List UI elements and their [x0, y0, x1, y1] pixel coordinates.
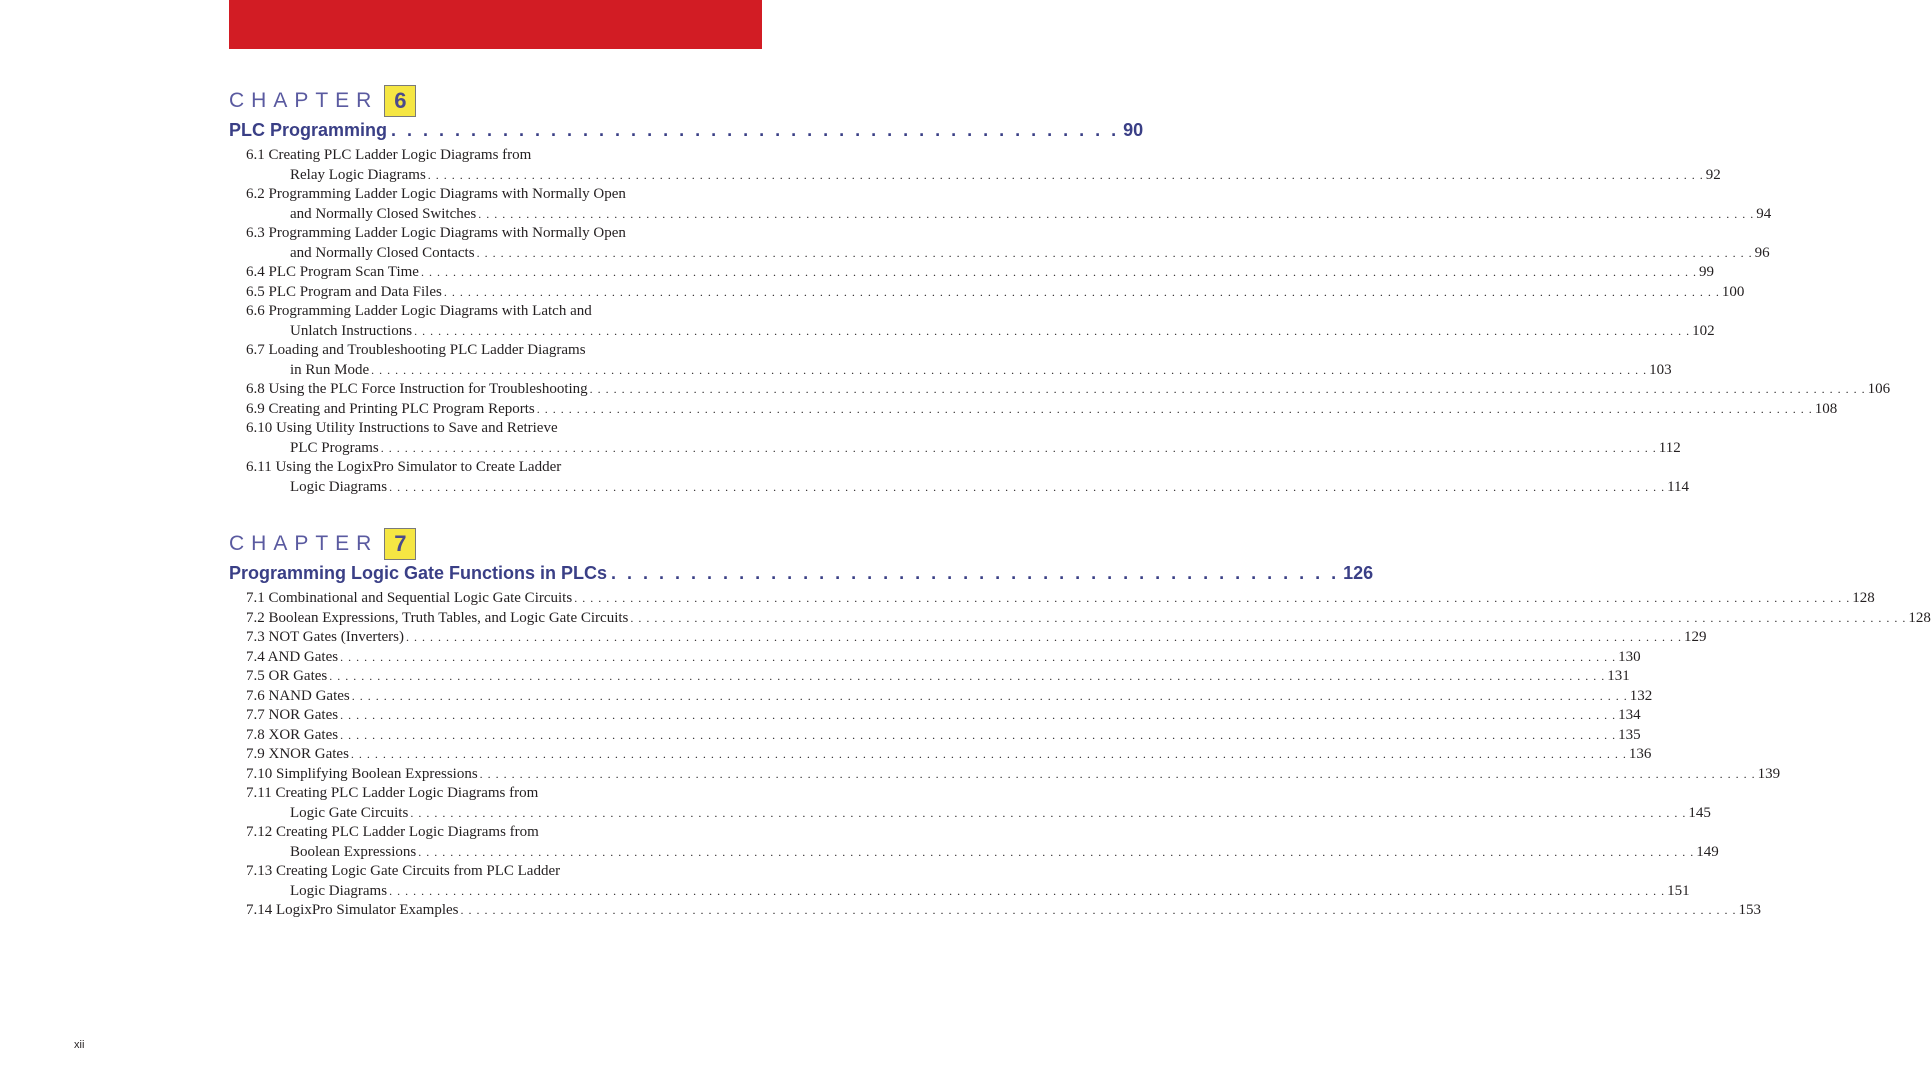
dot-leader: . . . . . . . . . . . . . . . . . . . . . . . . . . . . . . . . . . . . . . . . . . . . . . . . . . . . . . . . . . . . . . . . . . . . . . . . . . . . . . . . . . . . . . . . . . . . . . . . . . . . . . . . . . . . . . . . . . . . . . . . . . . . . . . . . . . . . . . . . . . . . . . . . . . . . . . . . . . . . . . .	[443, 284, 1720, 299]
entry-page-number: 102	[1692, 322, 1715, 339]
entry-text: 7.8 XOR Gates	[246, 726, 339, 743]
chapter-title[interactable]: Programming Logic Gate Functions in PLCs	[229, 563, 608, 583]
dot-leader: . . . . . . . . . . . . . . . . . . . . . . . . . . . . . . . . . . . . . . . . . . . . . . . . . . . . . . . . . . . . . . . . . . . . . . . . . . . . . . . . . . . . . . . . . . . . . . . . . . . . . . . . . . . . . . . . . . . . . . . . . . . . . . . . . . . . . . . . . . . . . . . . . . . . . . . . . . . . . . . .	[410, 805, 1687, 820]
toc-entry[interactable]	[246, 648, 1641, 668]
entry-page-number: 153	[1738, 902, 1761, 918]
entry-page-number: 131	[1607, 668, 1630, 684]
dot-leader: . . . . . . . . . . . . . . . . . . . . . . . . . . . . . . . . . . . . . . . . . . . . . . . . . . . . . . . . . . . . . . . . . . . . . . . . . . . . . . . . . . . . . . . . . . . . . . . . . . . . . . . . . . . . . . . . . . . . . . . . . . . . . . . . . . . . . . . . . . . . . . . . . . . . . . . . . . . . . . . .	[574, 591, 1851, 605]
entry-page-number: 129	[1684, 629, 1707, 645]
page-folio: xii	[74, 1039, 85, 1051]
toc-entry[interactable]	[246, 458, 1690, 497]
toc-entry[interactable]	[246, 224, 1770, 263]
entry-page-number: 99	[1698, 264, 1714, 280]
entry-text: 6.7 Loading and Troubleshooting PLC Ladder Diagrams	[246, 342, 586, 358]
entry-text: 6.4 PLC Program Scan Time	[246, 264, 419, 280]
toc-entry[interactable]	[246, 263, 1714, 283]
entry-text: 7.7 NOR Gates	[246, 707, 339, 723]
entry-text: 7.3 NOT Gates (Inverters)	[246, 629, 405, 645]
entry-text: and Normally Closed Switches	[290, 205, 477, 222]
entry-text: 6.3 Programming Ladder Logic Diagrams with Normally Open	[246, 225, 626, 241]
entry-page-number: 128	[1852, 590, 1875, 606]
toc-entry[interactable]	[246, 726, 1641, 746]
dot-leader: . . . . . . . . . . . . . . . . . . . . . . . . . . . . . . . . . . . . . . . . . . . . . . . . . . . . . . . . . . . . . . . . . . . . . . . . . . . . . . . . . . . . . . . . . . . . . . . . . . . . . . . . . . . . . . . . . . . . . . . . . . . . . . . . . . . . . . . . . . . . . . . . . . . . . . . . . . . . . . . .	[589, 382, 1866, 396]
entry-text: 7.6 NAND Gates	[246, 687, 350, 704]
dot-leader: . . . . . . . . . . . . . . . . . . . . . . . . . . . . . . . . . . . . . . . . . . . . . . . . . . . . . . . . . . . . . . . . . . . . . . . . . . . . . . . . . . . . . . . . . . . . . . . . . . . . . . . . . . . . . . . . . . . . . . . . . . . . . . . . . . . . . . . . . . . . . . . . . . . . . . . . . . . . . . . .	[478, 206, 1755, 221]
dot-leader: . . . . . . . . . . . . . . . . . . . . . . . . . . . . . . . . . . . . . . . . . . . . . . . . . . . . . . . . . . . . . . . . . . . . . . . . . . . . . . . . . . . . . . . . . . . . . . . . . . . . . . . . . . . . . . . . . . . . . . . . . . . . . . . . . . . . . . . . . . . . . . . . . . . . . . . . . . . . . . . .	[536, 401, 1813, 416]
entry-text: 7.4 AND Gates	[246, 648, 339, 665]
entry-page-number: 151	[1667, 882, 1690, 899]
entry-text: 6.6 Programming Ladder Logic Diagrams with Latch and	[246, 303, 592, 319]
entry-text: PLC Programs	[290, 439, 379, 456]
entry-text: 7.10 Simplifying Boolean Expressions	[246, 765, 478, 782]
chapter-heading	[229, 527, 416, 561]
dot-leader: . . . . . . . . . . . . . . . . . . . . . . . . . . . . . . . . . . . . . . . . . . . . . . . . . . . . . . . . . . . . . . . . . . . . . . . . . . . . . . . . . . . . . . . . . . . . . . . . . . . . . . . . . . . . . . . . . . . . . . . . . . . . . . . . . . . . . . . . . . . . . . . . . . . . . . . . . . . . . . . .	[479, 766, 1756, 781]
dot-leader: . . . . . . . . . . . . . . . . . . . . . . . . . . . . . . . . . . . . . . . . . . . . . . . . . . . . . . . . . . . . . . . . . . . . . . . . . . . . . . . . . . . . . . . . . . . . . . . . . . . . . . . . . . . . . . . . . . . . . . . . . . . . . . . . . . . . . . . . . . . . . . . . . . . . . . . . . . . . . . . .	[350, 747, 1627, 761]
toc-entry[interactable]	[246, 185, 1772, 224]
toc-entry[interactable]	[246, 589, 1875, 609]
dot-leader: . . . . . . . . . . . . . . . . . . . . . . . . . . . . . . . . . . . . . . . . . . . . . . . . . . . . . . . . . . . . . . . . . . . . . . . . . . . . . . . . . . . . . . . . . . . . . . . . . . . . . . . . . . . . . . . . . . . . . . . . . . . . . . . . . . . . . . . . . . . . . . . . . . . . . . . . . . . . . . . .	[427, 167, 1704, 182]
dot-leader: . . . . . . . . . . . . . . . . . . . . . . . . . . . . . . . . . . . . . . . . . . . . . . . . . . . . . . . . . . . . . . . . . . . . . . . . . . . . . . . . . . . . . . . . . . . . . . . . . . . . . . . . . . . . . . . . . . . . . . . . . . . . . . . . . . . . . . . . . . . . . . . . . . . . . . . . . . . . . . . .	[406, 630, 1683, 644]
entry-text: 6.9 Creating and Printing PLC Program Reports	[246, 400, 535, 417]
chapter-heading	[229, 84, 416, 118]
entry-text: 7.13 Creating Logic Gate Circuits from PLC Ladder	[246, 863, 561, 879]
dot-leader: . . . . . . . . . . . . . . . . . . . . . . . . . . . . . . . . . . . . . . . . . . . . . .	[391, 120, 1120, 140]
entry-page-number: 96	[1754, 244, 1770, 261]
chapter-number-badge: 6	[384, 85, 416, 117]
entry-text: Logic Diagrams	[290, 882, 388, 899]
entry-page-number: 106	[1867, 381, 1891, 397]
entry-page-number: 145	[1688, 804, 1711, 821]
dot-leader: . . . . . . . . . . . . . . . . . . . . . . . . . . . . . . . . . . . . . . . . . . . . . . . . . . . . . . . . . . . . . . . . . . . . . . . . . . . . . . . . . . . . . . . . . . . . . . . . . . . . . . . . . . . . . . . . . . . . . . . . . . . . . . . . . . . . . . . . . . . . . . . . . . . . . . . . . . . . . . . .	[460, 903, 1737, 917]
entry-page-number: 94	[1756, 205, 1772, 222]
toc-entry[interactable]	[246, 745, 1652, 765]
chapter-title-row	[229, 563, 1374, 584]
toc-entry[interactable]	[246, 667, 1630, 687]
entry-page-number: 134	[1618, 707, 1641, 723]
dot-leader: . . . . . . . . . . . . . . . . . . . . . . . . . . . . . . . . . . . . . . . . . . . . . . . . . . . . . . . . . . . . . . . . . . . . . . . . . . . . . . . . . . . . . . . . . . . . . . . . . . . . . . . . . . . . . . . . . . . . . . . . . . . . . . . . . . . . . . . . . . . . . . . . . . . . . . . . . . . . . . . .	[340, 727, 1617, 742]
entry-text: Logic Gate Circuits	[290, 804, 409, 821]
entry-page-number: 103	[1649, 361, 1672, 378]
chapter-page: 90	[1123, 120, 1144, 140]
entry-text: and Normally Closed Contacts	[290, 244, 475, 261]
dot-leader: . . . . . . . . . . . . . . . . . . . . . . . . . . . . . . . . . . . . . . . . . . . . . . . . . . . . . . . . . . . . . . . . . . . . . . . . . . . . . . . . . . . . . . . . . . . . . . . . . . . . . . . . . . . . . . . . . . . . . . . . . . . . . . . . . . . . . . . . . . . . . . . . . . . . . . . . . . . . . . . .	[476, 245, 1753, 260]
toc-entry[interactable]	[246, 862, 1690, 901]
toc-entry[interactable]	[246, 628, 1707, 648]
dot-leader: . . . . . . . . . . . . . . . . . . . . . . . . . . . . . . . . . . . . . . . . . . . . . . . . . . . . . . . . . . . . . . . . . . . . . . . . . . . . . . . . . . . . . . . . . . . . . . . . . . . . . . . . . . . . . . . . . . . . . . . . . . . . . . . . . . . . . . . . . . . . . . . . . . . . . . . . . . . . . . . .	[389, 479, 1666, 494]
entry-page-number: 149	[1696, 843, 1719, 860]
toc-entry[interactable]	[246, 283, 1745, 303]
chapter-number-badge: 7	[384, 528, 416, 560]
entry-page-number: 128	[1908, 609, 1931, 626]
chapter-title[interactable]: PLC Programming	[229, 120, 388, 140]
entry-text: Unlatch Instructions	[290, 322, 413, 339]
toc-entry[interactable]	[246, 765, 1781, 785]
toc-entry[interactable]	[246, 302, 1715, 341]
dot-leader: . . . . . . . . . . . . . . . . . . . . . . . . . . . . . . . . . . . . . . . . . . . . . . . . . . . . . . . . . . . . . . . . . . . . . . . . . . . . . . . . . . . . . . . . . . . . . . . . . . . . . . . . . . . . . . . . . . . . . . . . . . . . . . . . . . . . . . . . . . . . . . . . . . . . . . . . . . . . . . . .	[389, 883, 1666, 898]
entry-page-number: 108	[1814, 400, 1838, 417]
entry-page-number: 112	[1658, 439, 1681, 456]
entry-text: 6.10 Using Utility Instructions to Save and Retrieve	[246, 420, 558, 436]
toc-entry[interactable]	[246, 687, 1653, 707]
header-color-bar	[229, 0, 762, 49]
entry-text: Boolean Expressions	[290, 843, 417, 860]
dot-leader: . . . . . . . . . . . . . . . . . . . . . . . . . . . . . . . . . . . . . . . . . . . . . . . . . . . . . . . . . . . . . . . . . . . . . . . . . . . . . . . . . . . . . . . . . . . . . . . . . . . . . . . . . . . . . . . . . . . . . . . . . . . . . . . . . . . . . . . . . . . . . . . . . . . . . . . . . . . . . . . .	[340, 649, 1617, 664]
dot-leader: . . . . . . . . . . . . . . . . . . . . . . . . . . . . . . . . . . . . . . . . . . . . . . . . . . . . . . . . . . . . . . . . . . . . . . . . . . . . . . . . . . . . . . . . . . . . . . . . . . . . . . . . . . . . . . . . . . . . . . . . . . . . . . . . . . . . . . . . . . . . . . . . . . . . . . . . . . . . . . . .	[420, 265, 1697, 279]
toc-entry[interactable]	[246, 823, 1719, 862]
section-list	[246, 146, 1891, 497]
entry-text: 7.2 Boolean Expressions, Truth Tables, and Logic Gate Circuits	[246, 609, 629, 626]
toc-entry[interactable]	[246, 901, 1761, 921]
toc-entry[interactable]	[246, 609, 1931, 629]
toc-entry[interactable]	[246, 341, 1672, 380]
entry-page-number: 130	[1618, 648, 1641, 665]
toc-entry[interactable]	[246, 419, 1681, 458]
entry-page-number: 132	[1629, 687, 1653, 704]
chapter-page: 126	[1343, 563, 1374, 583]
entry-page-number: 139	[1757, 765, 1781, 782]
section-list	[246, 589, 1931, 921]
dot-leader: . . . . . . . . . . . . . . . . . . . . . . . . . . . . . . . . . . . . . . . . . . . . . . . . . . . . . . . . . . . . . . . . . . . . . . . . . . . . . . . . . . . . . . . . . . . . . . . . . . . . . . . . . . . . . . . . . . . . . . . . . . . . . . . . . . . . . . . . . . . . . . . . . . . . . . . . . . . . . . . .	[340, 708, 1617, 722]
dot-leader: . . . . . . . . . . . . . . . . . . . . . . . . . . . . . . . . . . . . . . . . . . . . . . . . . . . . . . . . . . . . . . . . . . . . . . . . . . . . . . . . . . . . . . . . . . . . . . . . . . . . . . . . . . . . . . . . . . . . . . . . . . . . . . . . . . . . . . . . . . . . . . . . . . . . . . . . . . . . . . . .	[351, 688, 1628, 703]
dot-leader: . . . . . . . . . . . . . . . . . . . . . . . . . . . . . . . . . . . . . . . . . . . . . . . . . . . . . . . . . . . . . . . . . . . . . . . . . . . . . . . . . . . . . . . . . . . . . . . . . . . . . . . . . . . . . . . . . . . . . . . . . . . . . . . . . . . . . . . . . . . . . . . . . . . . . . . . . . . . . . . .	[630, 610, 1907, 625]
entry-text: 7.5 OR Gates	[246, 668, 328, 684]
entry-page-number: 100	[1721, 283, 1745, 300]
entry-text: 6.11 Using the LogixPro Simulator to Create Ladder	[246, 459, 562, 475]
entry-page-number: 114	[1667, 478, 1690, 495]
entry-text: 6.2 Programming Ladder Logic Diagrams with Normally Open	[246, 186, 626, 202]
entry-page-number: 136	[1628, 746, 1652, 762]
toc-entry[interactable]	[246, 706, 1641, 726]
entry-text: 7.1 Combinational and Sequential Logic Gate Circuits	[246, 590, 573, 606]
dot-leader: . . . . . . . . . . . . . . . . . . . . . . . . . . . . . . . . . . . . . . . . . . . . . . . . . . . . . . . . . . . . . . . . . . . . . . . . . . . . . . . . . . . . . . . . . . . . . . . . . . . . . . . . . . . . . . . . . . . . . . . . . . . . . . . . . . . . . . . . . . . . . . . . . . . . . . . . . . . . . . . .	[380, 440, 1657, 455]
chapter-label: CHAPTER	[229, 532, 379, 555]
entry-text: Relay Logic Diagrams	[290, 166, 426, 183]
toc-entry[interactable]	[246, 784, 1711, 823]
toc-entry[interactable]	[246, 400, 1838, 420]
toc-entry[interactable]	[246, 146, 1721, 185]
entry-text: Logic Diagrams	[290, 478, 388, 495]
chapter-title-row	[229, 120, 1144, 141]
dot-leader: . . . . . . . . . . . . . . . . . . . . . . . . . . . . . . . . . . . . . . . . . . . . . . . . . . . . . . . . . . . . . . . . . . . . . . . . . . . . . . . . . . . . . . . . . . . . . . . . . . . . . . . . . . . . . . . . . . . . . . . . . . . . . . . . . . . . . . . . . . . . . . . . . . . . . . . . . . . . . . . .	[371, 362, 1648, 377]
dot-leader: . . . . . . . . . . . . . . . . . . . . . . . . . . . . . . . . . . . . . . . . . . . . . . . . . . . . . . . . . . . . . . . . . . . . . . . . . . . . . . . . . . . . . . . . . . . . . . . . . . . . . . . . . . . . . . . . . . . . . . . . . . . . . . . . . . . . . . . . . . . . . . . . . . . . . . . . . . . . . . . .	[414, 323, 1691, 338]
dot-leader: . . . . . . . . . . . . . . . . . . . . . . . . . . . . . . . . . . . . . . . . . . . . . .	[611, 563, 1340, 583]
entry-page-number: 92	[1705, 166, 1721, 183]
chapter-label: CHAPTER	[229, 89, 379, 112]
entry-text: 6.5 PLC Program and Data Files	[246, 283, 442, 300]
entry-text: 7.12 Creating PLC Ladder Logic Diagrams from	[246, 824, 539, 840]
entry-text: 7.9 XNOR Gates	[246, 746, 349, 762]
entry-text: 7.14 LogixPro Simulator Examples	[246, 902, 459, 918]
entry-page-number: 135	[1618, 726, 1641, 743]
entry-text: 7.11 Creating PLC Ladder Logic Diagrams from	[246, 785, 539, 801]
dot-leader: . . . . . . . . . . . . . . . . . . . . . . . . . . . . . . . . . . . . . . . . . . . . . . . . . . . . . . . . . . . . . . . . . . . . . . . . . . . . . . . . . . . . . . . . . . . . . . . . . . . . . . . . . . . . . . . . . . . . . . . . . . . . . . . . . . . . . . . . . . . . . . . . . . . . . . . . . . . . . . . .	[418, 844, 1695, 859]
entry-text: 6.1 Creating PLC Ladder Logic Diagrams from	[246, 147, 532, 163]
dot-leader: . . . . . . . . . . . . . . . . . . . . . . . . . . . . . . . . . . . . . . . . . . . . . . . . . . . . . . . . . . . . . . . . . . . . . . . . . . . . . . . . . . . . . . . . . . . . . . . . . . . . . . . . . . . . . . . . . . . . . . . . . . . . . . . . . . . . . . . . . . . . . . . . . . . . . . . . . . . . . . . .	[329, 669, 1606, 683]
entry-text: 6.8 Using the PLC Force Instruction for Troubleshooting	[246, 381, 588, 397]
entry-text: in Run Mode	[290, 361, 370, 378]
toc-entry[interactable]	[246, 380, 1891, 400]
